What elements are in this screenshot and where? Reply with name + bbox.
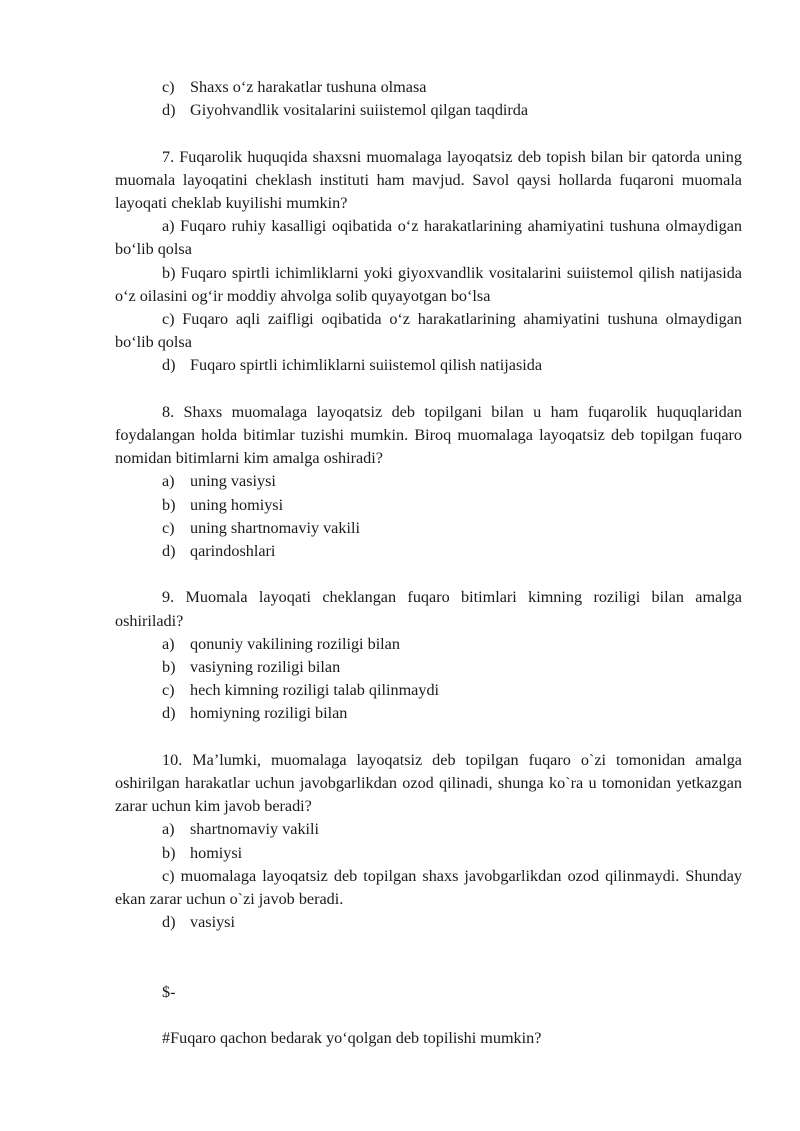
option-text: homiyning roziligi bilan [190,704,348,723]
spacer [115,122,742,145]
spacer [115,1004,742,1027]
option-text: uning vasiysi [190,472,276,491]
option-letter: d) [162,101,176,120]
option-letter: c) [162,78,175,96]
next-question-text: #Fuqaro qachon bedarak yo‘qolgan deb topilishi mumkin? [162,1029,542,1048]
option-text: vasiysi [190,913,235,932]
option-text: hech kimning roziligi talab qilinmaydi [190,681,440,700]
question-7-option-c: c) Fuqaro aqli zaifligi oqibatida o‘z harakatlarining ahamiyatini tushuna olmaydigan bo‘lib qolsa [115,310,742,352]
spacer [115,563,742,586]
question-8-text: 8. Shaxs muomalaga layoqatsiz deb topilgani bilan u ham fuqarolik huquqlaridan foydalangan holda bitimlar tuzishi mumkin. Biroq muomalaga layoqatsiz deb topilgan fuqaro nomidan bitimlarni kim amalga oshiradi? [115,402,742,468]
prev-option-d [115,99,742,122]
spacer [115,934,742,980]
option-letter: a) [162,634,175,653]
question-10-option-c: c) muomalaga layoqatsiz deb topilgan shaxs javobgarlikdan ozod qilinmaydi. Shunday ekan zarar uchun o`zi javob beradi. [115,866,742,909]
option-text: Giyohvandlik vositalarini suiistemol qilgan taqdirda [190,101,529,120]
question-7-option-d [115,354,742,377]
question-8-option-c [115,517,742,540]
question-9-text: 9. Muomala layoqati cheklangan fuqaro bitimlari kimning roziligi bilan amalga oshiriladi? [115,588,742,630]
option-letter: d) [162,356,176,375]
question-8-option-a [115,470,742,493]
question-7-option-b: b) Fuqaro spirtli ichimliklarni yoki giyoxvandlik vositalarini suiistemol qilish natijasida o‘z oilasini og‘ir moddiy ahvolga solib quyayotgan bo‘lsa [115,263,742,305]
question-7-option-a: a) Fuqaro ruhiy kasalligi oqibatida o‘z harakatlarining ahamiyatini tushuna olmaydigan bo‘lib qolsa [115,217,742,259]
option-letter: d) [162,913,176,932]
option-letter: c) [162,681,175,700]
spacer [115,726,742,749]
option-letter: c) [162,518,175,537]
question-9-option-b [115,656,742,679]
question-10-option-d [115,911,742,934]
question-8-option-b [115,494,742,517]
option-letter: b) [162,658,176,677]
spacer [115,378,742,401]
option-letter: b) [162,495,176,514]
question-10 [115,749,742,935]
option-text: homiysi [190,843,243,862]
option-text: qarindoshlari [190,542,276,561]
question-8-option-d [115,540,742,563]
option-text: Shaxs o‘z harakatlar tushuna olmasa [190,78,427,96]
option-text: Fuqaro spirtli ichimliklarni suiistemol qilish natijasida [190,356,543,375]
option-text: shartnomaviy vakili [190,820,320,839]
option-letter: b) [162,843,176,862]
prev-option-c [115,76,742,99]
option-letter: a) [162,820,175,839]
section-separator: $- [162,982,176,1001]
question-10-text: 10. Ma’lumki, muomalaga layoqatsiz deb topilgan fuqaro o`zi tomonidan amalga oshirilgan harakatlar uchun javobgarlikdan ozod qilinadi, shunga ko`ra u tomonidan yetkazgan zarar uchun kim javob beradi? [115,750,742,816]
option-text: uning homiysi [190,495,284,514]
question-9-option-c [115,679,742,702]
prev-options [115,76,742,122]
question-10-option-b [115,842,742,865]
option-text: uning shartnomaviy vakili [190,518,360,537]
option-letter: a) [162,472,175,491]
question-9 [115,586,742,725]
option-letter: d) [162,542,176,561]
question-7-text: 7. Fuqarolik huquqida shaxsni muomalaga layoqatsiz deb topish bilan bir qatorda uning muomala layoqatini cheklash instituti ham mavjud. Savol qaysi hollarda fuqaroni muomala layoqati cheklab kuyilishi mumkin? [115,147,742,212]
document-page [115,76,742,1050]
question-9-option-a [115,633,742,656]
question-7 [115,146,742,378]
question-10-option-a [115,818,742,841]
option-letter: d) [162,704,176,723]
option-text: qonuniy vakilining roziligi bilan [190,634,400,653]
question-8 [115,401,742,563]
question-9-option-d [115,702,742,725]
option-text: vasiyning roziligi bilan [190,658,341,677]
